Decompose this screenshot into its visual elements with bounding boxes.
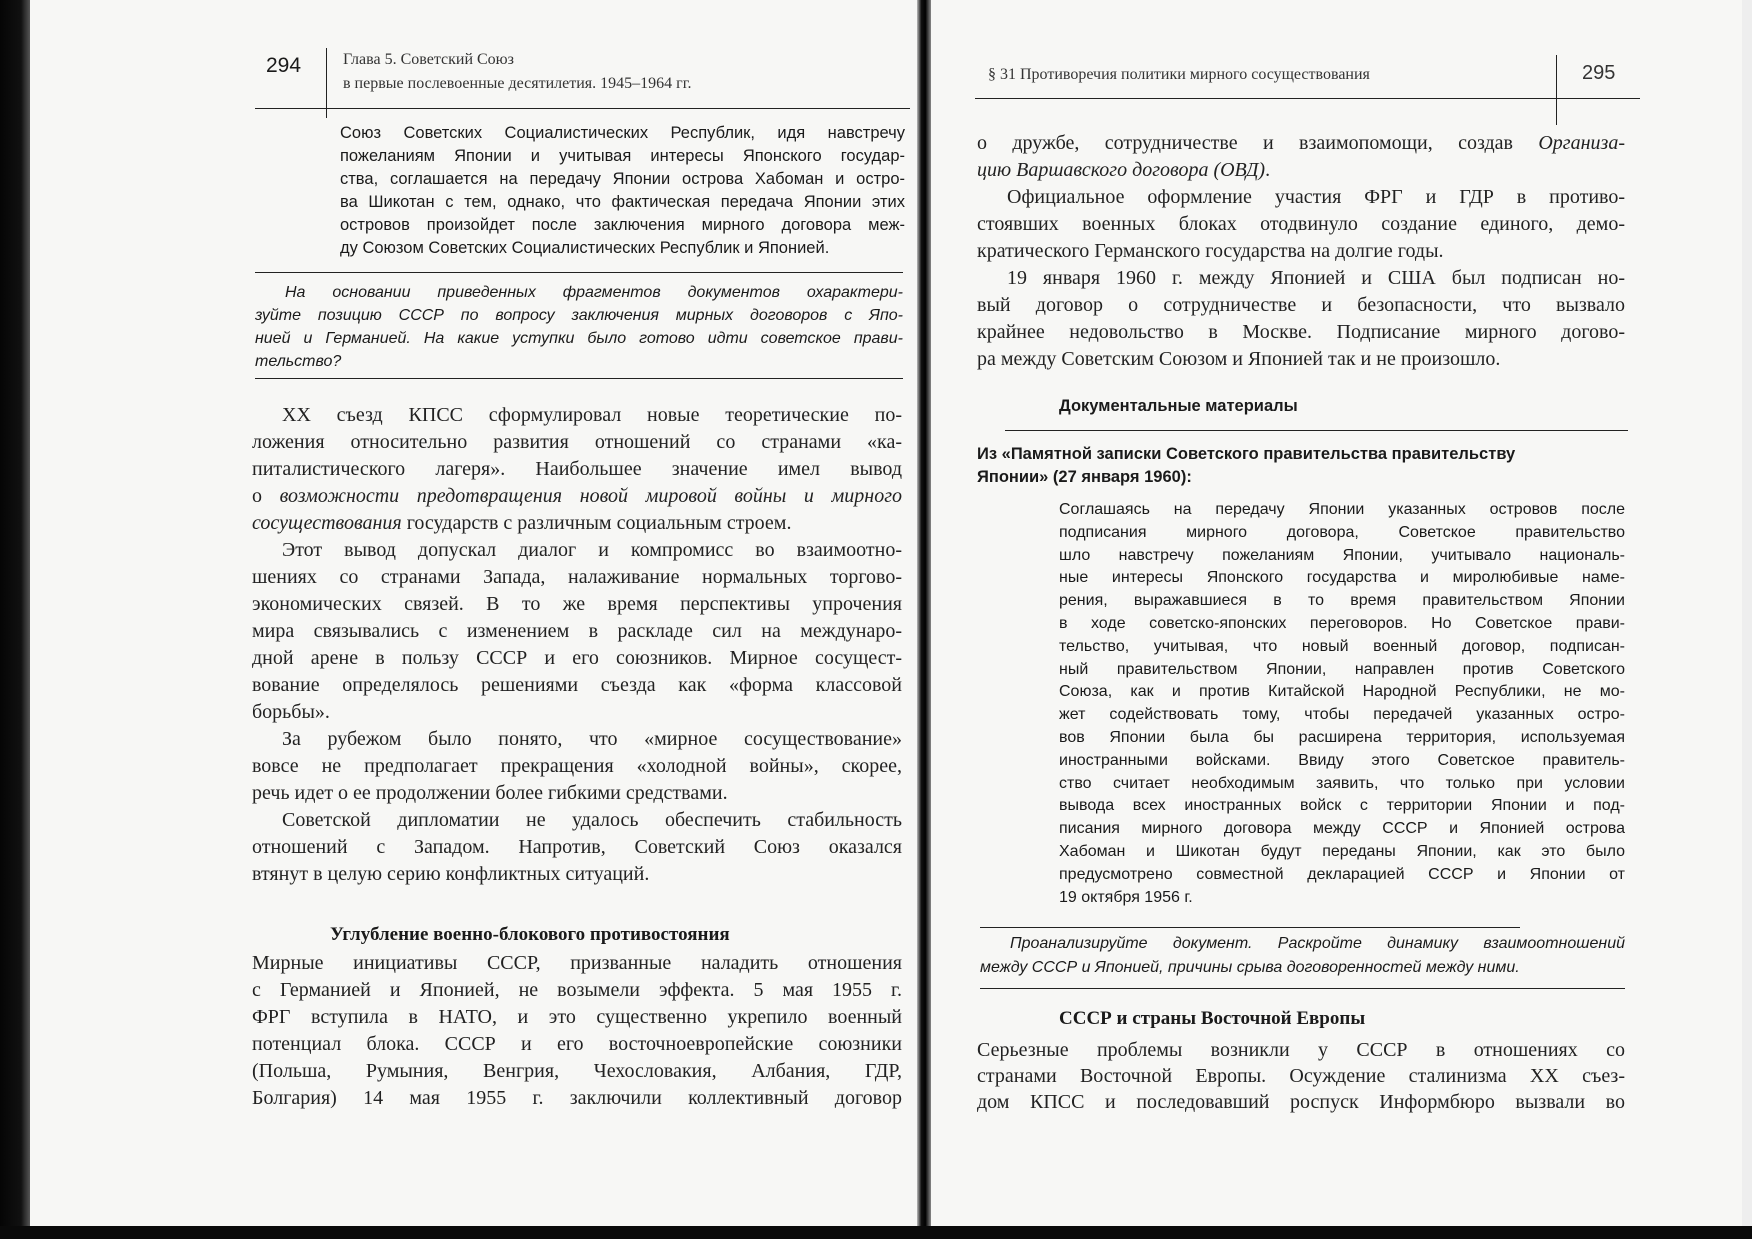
text-line: [977, 1037, 1625, 1063]
running-head: [343, 48, 691, 96]
text-line: [255, 281, 903, 304]
text-line: [977, 319, 1625, 346]
text: отношений с Западом. Напротив, Советский Союз оказался: [252, 836, 902, 858]
text-line: [340, 122, 905, 145]
text: зуйте позицию СССР по вопросу заключения мирных договоров с Япо-: [255, 307, 903, 324]
running-head-line: в первые послевоенные десятилетия. 1945–1964 гг.: [343, 75, 692, 92]
text-line: [340, 145, 905, 168]
text: Соглашаясь на передачу Японии указанных островов после: [1059, 501, 1625, 518]
text-line: [977, 346, 1625, 373]
text: Мирные инициативы СССР, призванные наладить отношения: [252, 952, 902, 974]
text: писания мирного договора между СССР и Японией острова: [1059, 820, 1625, 838]
text-line: [977, 157, 1625, 184]
text-line: [977, 265, 1625, 292]
text: Советской дипломатии не удалось обеспечить стабильность: [282, 809, 902, 831]
paragraph: [252, 950, 902, 1112]
text: островов произойдет после заключения мирного договора меж-: [340, 216, 905, 234]
text-line: [252, 1031, 902, 1058]
paragraph: [977, 265, 1625, 373]
italic-text: цию Варшавского договора (ОВД): [977, 159, 1266, 181]
text-line: [252, 977, 902, 1004]
text: втянут в целую серию конфликтных ситуаций.: [252, 863, 650, 885]
text: о дружбе, сотрудничестве и взаимопомощи, создав: [977, 132, 1539, 154]
text-line: [977, 184, 1625, 211]
text-line: [1059, 704, 1625, 727]
text: Серьезные проблемы возникли у СССР в отношениях со: [977, 1039, 1625, 1061]
text-line: [252, 672, 902, 699]
text: рения, выражавшиеся в то время правительством Японии: [1059, 592, 1625, 610]
text-line: [252, 618, 902, 645]
text: стоявших военных блоках отодвинуло создание единого, демо-: [977, 213, 1625, 235]
rule: [255, 378, 903, 379]
document-excerpt: [340, 122, 905, 260]
text: Союз Советских Социалистических Республик, идя навстречу: [340, 124, 905, 142]
text-line: [1059, 590, 1625, 613]
text: дом КПСС и последовавший роспуск Информбюро вызвали во: [977, 1091, 1625, 1113]
text-line: [252, 591, 902, 618]
text-line: [1059, 818, 1625, 841]
scan-right-edge: [1742, 0, 1752, 1239]
text-line: [255, 350, 903, 373]
text: ный правительством Японии, направлен против Советского: [1059, 660, 1625, 678]
text: пожеланиям Японии и учитывая интересы Японского государ-: [340, 147, 905, 165]
question-block: [980, 932, 1625, 980]
text: ложения относительно развития отношений со странами «ка-: [252, 431, 902, 453]
text-line: [1059, 864, 1625, 887]
text: ФРГ вступила в НАТО, и это существенно укрепило военный: [252, 1006, 902, 1028]
italic-text: сосуществования: [252, 512, 402, 534]
text-line: [977, 211, 1625, 238]
header-divider: [1556, 55, 1557, 125]
text: нией и Германией. На какие уступки было готово идти советское прави-: [255, 330, 903, 347]
text: ство считает необходимым заявить, что только при условии: [1059, 774, 1625, 792]
text-line: [980, 956, 1625, 980]
text: вов Японии была бы расширена территория, используемая: [1059, 728, 1625, 746]
text: мира связывались с изменением в раскладе сил на междунаро-: [252, 620, 902, 642]
text: ра между Советским Союзом и Японией так и не произошло.: [977, 348, 1501, 370]
text: кратического Германского государства на долгие годы.: [977, 240, 1444, 262]
text: 19 января 1960 г. между Японией и США был подписан но-: [1007, 267, 1625, 289]
text-line: [252, 510, 902, 537]
text: жет содействовать тому, чтобы передачей указанных остро-: [1059, 706, 1625, 724]
book-spine: [917, 0, 931, 1239]
text: речь идет о ее продолжении более гибкими средствами.: [252, 782, 728, 804]
text: Этот вывод допускал диалог и компромисс во взаимоотно-: [282, 539, 902, 561]
text-line: [252, 402, 902, 429]
text-line: [977, 238, 1625, 265]
text: тельство, учитывая, что новый военный договор, подписан-: [1059, 637, 1625, 655]
text: борьбы».: [252, 701, 330, 723]
text-line: [252, 645, 902, 672]
text: За рубежом было понято, что «мирное сосуществование»: [282, 728, 902, 750]
text-line: [252, 726, 902, 753]
text: вый договор о сотрудничестве и безопасности, что вызвало: [977, 294, 1625, 316]
text-line: [1059, 727, 1625, 750]
text-line: [1059, 636, 1625, 659]
text-line: [252, 1004, 902, 1031]
text-line: [977, 1063, 1625, 1089]
paragraph: [1059, 499, 1625, 909]
text-line: [252, 456, 902, 483]
text: с Германией и Японией, не возымели эффекта. 5 мая 1955 г.: [252, 979, 902, 1001]
text-line: [252, 1058, 902, 1085]
text: потенциал блока. СССР и его восточноевропейские союзники: [252, 1033, 902, 1055]
text-line: [252, 807, 902, 834]
text-line: [252, 537, 902, 564]
text: в ходе советско-японских переговоров. Но Советское прави-: [1059, 614, 1625, 632]
text: .: [1265, 159, 1271, 181]
text: ду Союзом Советских Социалистических Республик и Японией.: [340, 239, 830, 257]
paragraph: [252, 537, 902, 726]
scan-bottom-edge: [0, 1226, 1752, 1239]
document-title-line: Из «Памятной записки Советского правительства правительству: [977, 445, 1516, 463]
scan-left-edge: [0, 0, 30, 1239]
text-line: [340, 214, 905, 237]
running-head: § 31 Противоречия политики мирного сосуществования: [988, 66, 1370, 83]
text: Союза, как и против Китайской Народной Республики, не мо-: [1059, 683, 1625, 701]
text-line: [252, 483, 902, 510]
text-line: [252, 564, 902, 591]
document-title: [977, 443, 1515, 489]
text: тельство?: [255, 353, 342, 370]
text-line: [1059, 887, 1625, 910]
text-line: [977, 1089, 1625, 1115]
text: Хабоман и Шикотан будут переданы Японии, как это было: [1059, 842, 1625, 860]
text: Проанализируйте документ. Раскройте динамику взаимоотношений: [1010, 935, 1625, 952]
text-line: [340, 191, 905, 214]
text-line: [1059, 795, 1625, 818]
section-body: [252, 950, 902, 1112]
text-line: [255, 327, 903, 350]
rule: [980, 927, 1520, 928]
text-line: [252, 1085, 902, 1112]
text: между СССР и Японией, причины срыва договоренностей между ними.: [980, 959, 1520, 976]
text: питалистического лагеря». Наибольшее значение имел вывод: [252, 458, 902, 480]
text-line: [1059, 841, 1625, 864]
text: вывода всех иностранных войск с территории Японии и под-: [1059, 797, 1625, 815]
paragraph: [255, 281, 903, 373]
paragraph: [977, 1037, 1625, 1115]
running-head-line: Глава 5. Советский Союз: [343, 51, 514, 68]
text-line: [980, 932, 1625, 956]
rule: [980, 988, 1625, 989]
text-line: [252, 699, 902, 726]
text: вовсе не предполагает прекращения «холодной войны», скорее,: [252, 755, 902, 777]
text-line: [255, 304, 903, 327]
text: ные интересы Японского государства и миролюбивые наме-: [1059, 569, 1625, 587]
text-line: [252, 429, 902, 456]
text: вование определялось решениями съезда как «форма классовой: [252, 674, 902, 696]
text-line: [1059, 681, 1625, 704]
paragraph: [252, 402, 902, 537]
text-line: [1059, 613, 1625, 636]
text-line: [252, 861, 902, 888]
text: 19 октября 1956 г.: [1059, 888, 1193, 906]
text-line: [340, 168, 905, 191]
paragraph: [340, 122, 905, 260]
text-line: [340, 237, 905, 260]
text: странами Восточной Европы. Осуждение сталинизма XX съез-: [977, 1065, 1625, 1087]
paragraph: [252, 726, 902, 807]
paragraph: [977, 184, 1625, 265]
header-rule: [255, 108, 910, 109]
question-block: [255, 281, 903, 373]
body-text: [252, 402, 902, 888]
text: (Польша, Румыния, Венгрия, Чехословакия, Албания, ГДР,: [252, 1060, 902, 1082]
text: Болгария) 14 мая 1955 г. заключили коллективный договор: [252, 1087, 902, 1109]
rule: [1005, 430, 1628, 431]
page-number: 295: [1582, 62, 1616, 84]
text: иностранными войсками. Ввиду этого Советское правитель-: [1059, 751, 1625, 769]
text: подписания мирного договора, Советское правительство: [1059, 523, 1625, 541]
rule: [255, 272, 903, 273]
section-body: [977, 1037, 1625, 1115]
text-line: [252, 753, 902, 780]
section-heading: Углубление военно-блокового противостояния: [330, 924, 730, 945]
text-line: [977, 130, 1625, 157]
text-line: [1059, 773, 1625, 796]
text: ства, соглашается на передачу Японии острова Хабоман и остро-: [340, 170, 905, 188]
paragraph: [977, 130, 1625, 184]
italic-text: возможности предотвращения новой мировой войны и мирного: [279, 485, 902, 507]
text: крайнее недовольство в Москве. Подписание мирного догово-: [977, 321, 1625, 343]
text: На основании приведенных фрагментов документов охарактери-: [285, 284, 903, 301]
paragraph: [252, 807, 902, 888]
text: предусмотрено совместной декларацией СССР и Японии от: [1059, 865, 1625, 883]
text: государств с различным социальным строем.: [401, 512, 792, 534]
body-text: [977, 130, 1625, 373]
document-title-line: Японии» (27 января 1960):: [977, 468, 1192, 486]
text: Официальное оформление участия ФРГ и ГДР в противо-: [1007, 186, 1625, 208]
header-rule: [975, 98, 1640, 99]
text: экономических связей. В то же время перспективы упрочения: [252, 593, 902, 615]
text-line: [252, 950, 902, 977]
text: о: [252, 485, 280, 507]
text-line: [1059, 545, 1625, 568]
documents-heading: Документальные материалы: [1059, 397, 1298, 415]
text-line: [1059, 750, 1625, 773]
text-line: [977, 292, 1625, 319]
document-text: [1059, 499, 1625, 909]
text-line: [252, 834, 902, 861]
text: ва Шикотан с тем, однако, что фактическая передача Японии этих: [340, 193, 905, 211]
page-number: 294: [266, 54, 302, 77]
text: шло навстречу пожеланиям Японии, учитывало националь-: [1059, 546, 1625, 564]
text-line: [252, 780, 902, 807]
paragraph: [980, 932, 1625, 980]
text: шениях со странами Запада, налаживание нормальных торгово-: [252, 566, 902, 588]
text: дной арене в пользу СССР и его союзников. Мирное сосущест-: [252, 647, 902, 669]
text: XX съезд КПСС сформулировал новые теоретические по-: [282, 404, 902, 426]
italic-text: Организа-: [1538, 132, 1625, 154]
text-line: [1059, 522, 1625, 545]
text-line: [1059, 567, 1625, 590]
text-line: [1059, 499, 1625, 522]
text-line: [1059, 659, 1625, 682]
section-heading: СССР и страны Восточной Европы: [1059, 1008, 1366, 1029]
